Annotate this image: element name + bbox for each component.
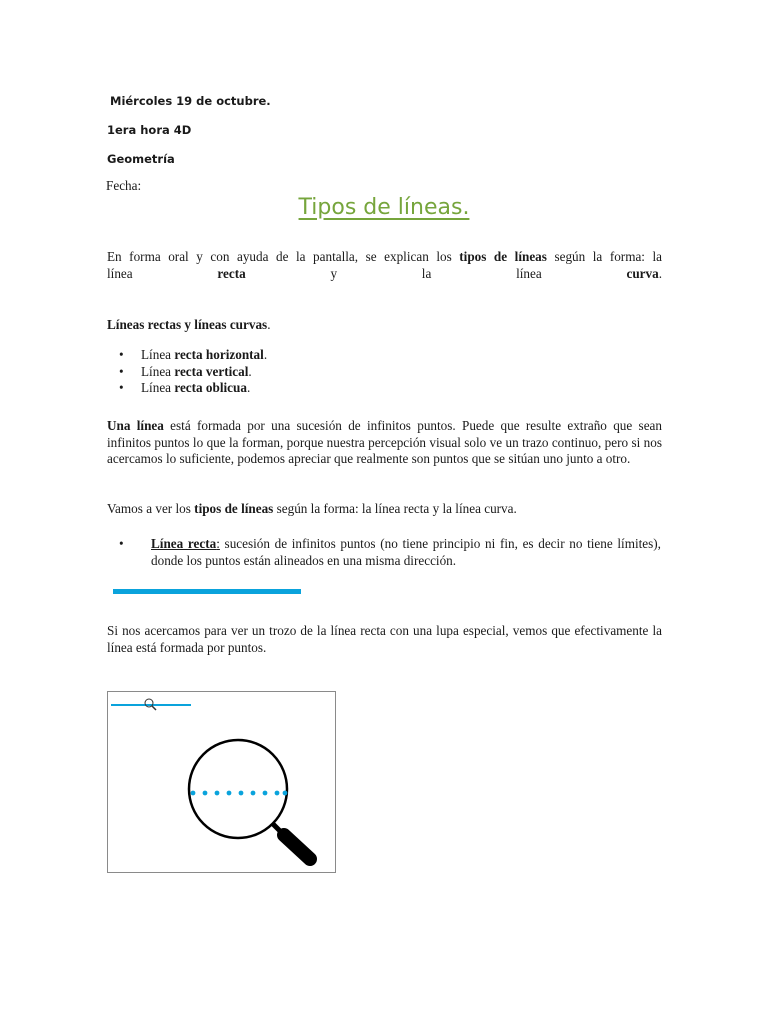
list-item-text: Línea	[141, 380, 175, 395]
list-item-text: Línea	[141, 363, 175, 379]
types-paragraph	[107, 501, 517, 518]
list-item-bold: recta oblicua	[174, 380, 247, 395]
blue-straight-line	[113, 589, 301, 594]
subject-line: Geometría	[107, 152, 175, 166]
list-item	[107, 364, 267, 381]
definition-text: está formada por una sucesión de infinitos puntos. Puede que resulte extraño que sean infinitos puntos lo que la forman, porque nuestra percepción visual solo ve un trazo continuo, pero si nos acercamos lo suficiente, podemos apreciar que realmente son puntos que se sitúan uno junto a otro.	[107, 418, 662, 466]
page-title-wrap	[0, 195, 768, 220]
section-heading-text: Líneas rectas y líneas curvas	[107, 317, 268, 332]
intro-text: línea	[107, 265, 133, 281]
definition-bold: Una línea	[107, 418, 164, 433]
dot	[203, 791, 208, 796]
dot	[275, 791, 280, 796]
section-heading: Líneas rectas y líneas curvas.	[107, 317, 271, 332]
intro-text: según la forma: la	[554, 249, 663, 264]
list-item-text: .	[248, 363, 252, 379]
list-item	[107, 347, 267, 364]
intro-curva	[516, 266, 662, 281]
dot	[191, 791, 196, 796]
magnifier-figure	[107, 691, 336, 873]
types-text: según la forma: la línea recta y la línea curva.	[273, 501, 517, 516]
intro-bold-tipos: tipos de líneas	[459, 249, 547, 264]
dot	[283, 791, 288, 796]
dot	[239, 791, 244, 796]
list-item-text: .	[246, 380, 251, 395]
types-text: Vamos a ver los	[107, 501, 195, 516]
dot	[215, 791, 220, 796]
intro-text: .	[658, 265, 662, 281]
zoom-paragraph: Si nos acercamos para ver un trozo de la línea recta con una lupa especial, vemos que efectivamente la línea está formada por puntos.	[107, 623, 662, 655]
fecha-label: Fecha:	[106, 178, 142, 193]
intro-text: la	[421, 265, 432, 281]
dot	[251, 791, 256, 796]
recta-bullet: •	[119, 536, 124, 551]
page-title: Tipos de líneas.	[298, 195, 470, 220]
types-bold: tipos de líneas	[194, 501, 274, 516]
recta-definition	[151, 536, 661, 569]
intro-bold-recta: recta	[217, 265, 246, 281]
line-types-list	[107, 347, 267, 397]
date-line: Miércoles 19 de octubre.	[110, 94, 271, 108]
intro-text: línea	[516, 265, 542, 281]
list-item-text: Línea	[141, 347, 175, 362]
intro-line-1	[107, 249, 662, 266]
list-item-text: .	[263, 347, 268, 362]
list-item-bold: recta horizontal	[174, 347, 264, 362]
magnifier-illustration	[108, 692, 335, 872]
intro-bold-curva: curva	[626, 265, 659, 281]
recta-colon: :	[216, 536, 220, 551]
class-line: 1era hora 4D	[107, 123, 192, 137]
definition-paragraph	[107, 418, 662, 468]
intro-line-2	[107, 266, 662, 283]
recta-term: Línea recta	[151, 536, 217, 551]
small-magnifier-handle	[152, 706, 156, 710]
list-item-bold: recta vertical	[174, 363, 249, 379]
magnifier-handle	[284, 835, 310, 859]
intro-text: En forma oral y con ayuda de la pantalla, se explican los	[107, 249, 452, 264]
intro-paragraph	[107, 249, 662, 282]
dot	[263, 791, 268, 796]
recta-text: sucesión de infinitos puntos (no tiene principio ni fin, es decir no tiene límites), donde los puntos están alineados en una misma dirección.	[151, 536, 661, 568]
intro-text: y	[330, 265, 338, 281]
list-item	[107, 380, 267, 397]
dot	[227, 791, 232, 796]
